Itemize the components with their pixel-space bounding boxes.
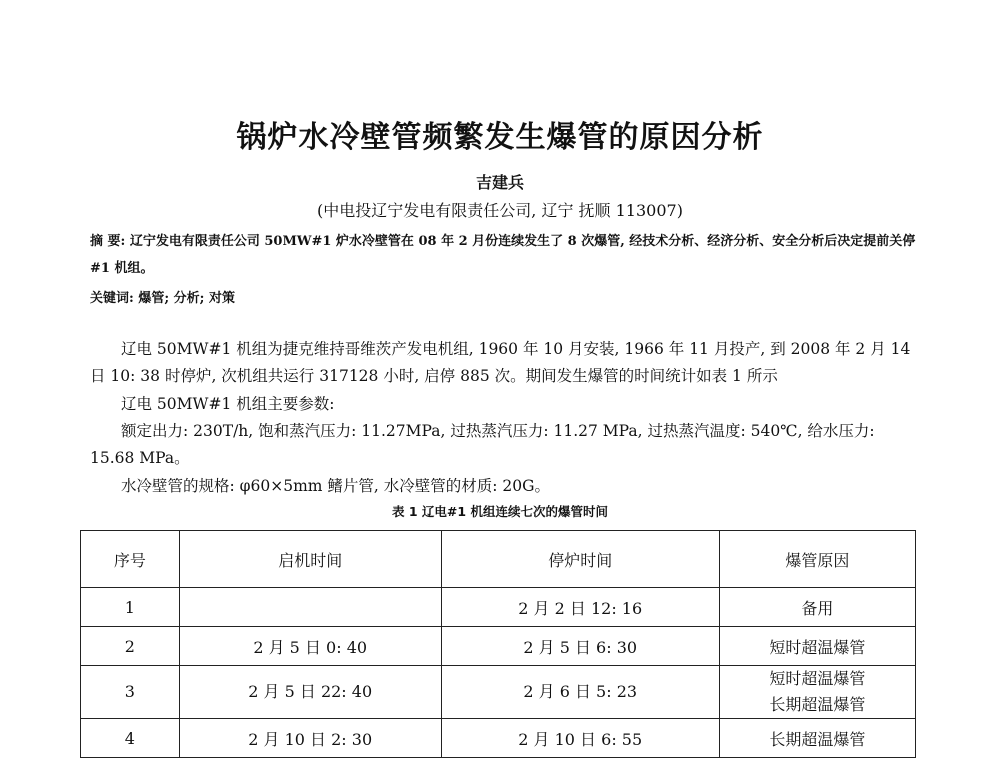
table-row: [81, 627, 916, 666]
body-paragraph-3: 额定出力: 230T/h, 饱和蒸汽压力: 11.27MPa, 过热蒸汽压力: 11.27 MPa, 过热蒸汽温度: 540℃, 给水压力: 15.68 MPa。: [90, 422, 875, 467]
cell-serial: 3: [81, 666, 180, 719]
cell-stop-time: 2 月 10 日 6: 55: [441, 719, 719, 758]
body-paragraph-4: 水冷壁管的规格: φ60×5mm 鳍片管, 水冷壁管的材质: 20G。: [121, 477, 551, 495]
header-serial: 序号: [81, 531, 180, 588]
header-start-time: 启机时间: [179, 531, 441, 588]
abstract: 摘 要: 辽宁发电有限责任公司 50MW#1 炉水冷壁管在 08 年 2 月份连续发生了 8 次爆管, 经技术分析、经济分析、安全分析后决定提前关停#1 机组。: [90, 234, 916, 276]
cell-start-time: 2 月 5 日 22: 40: [179, 666, 441, 719]
cell-serial: 2: [81, 627, 180, 666]
paper-title: 锅炉水冷壁管频繁发生爆管的原因分析: [236, 120, 764, 155]
table-caption: 表 1 辽电#1 机组连续七次的爆管时间: [392, 504, 608, 519]
cell-serial: 4: [81, 719, 180, 758]
header-stop-time: 停炉时间: [441, 531, 719, 588]
cell-start-time: 2 月 10 日 2: 30: [179, 719, 441, 758]
cell-burst-cause: [719, 666, 915, 719]
cell-start-time: [179, 588, 441, 627]
body-paragraph-1: 辽电 50MW#1 机组为捷克维持哥维茨产发电机组, 1960 年 10 月安装, 1966 年 11 月投产, 到 2008 年 2 月 14 日 10: 38 时停炉, 次机组共运行 317128 小时, 启停 885 次。期间发生爆管的时间统计如表 1 所示: [90, 340, 911, 385]
burst-cause-line: 短时超温爆管: [769, 669, 866, 688]
burst-cause-line: 长期超温爆管: [769, 695, 866, 714]
table-header-row: [81, 531, 916, 588]
cell-burst-cause: 备用: [719, 588, 915, 627]
header-burst-cause: 爆管原因: [719, 531, 915, 588]
body-paragraph-2: 辽电 50MW#1 机组主要参数:: [121, 395, 335, 413]
cell-burst-cause: 短时超温爆管: [719, 627, 915, 666]
cell-serial: 1: [81, 588, 180, 627]
cell-stop-time: 2 月 6 日 5: 23: [441, 666, 719, 719]
table-row: [81, 666, 916, 719]
cell-burst-cause: 长期超温爆管: [719, 719, 915, 758]
keywords: 关键词: 爆管; 分析; 对策: [90, 291, 235, 306]
cell-stop-time: 2 月 5 日 6: 30: [441, 627, 719, 666]
author-name: 吉建兵: [475, 173, 524, 192]
burst-time-table: [80, 530, 916, 758]
author-affiliation: (中电投辽宁发电有限责任公司, 辽宁 抚顺 113007): [317, 201, 683, 220]
cell-start-time: 2 月 5 日 0: 40: [179, 627, 441, 666]
cell-stop-time: 2 月 2 日 12: 16: [441, 588, 719, 627]
table-row: [81, 719, 916, 758]
table-row: [81, 588, 916, 627]
